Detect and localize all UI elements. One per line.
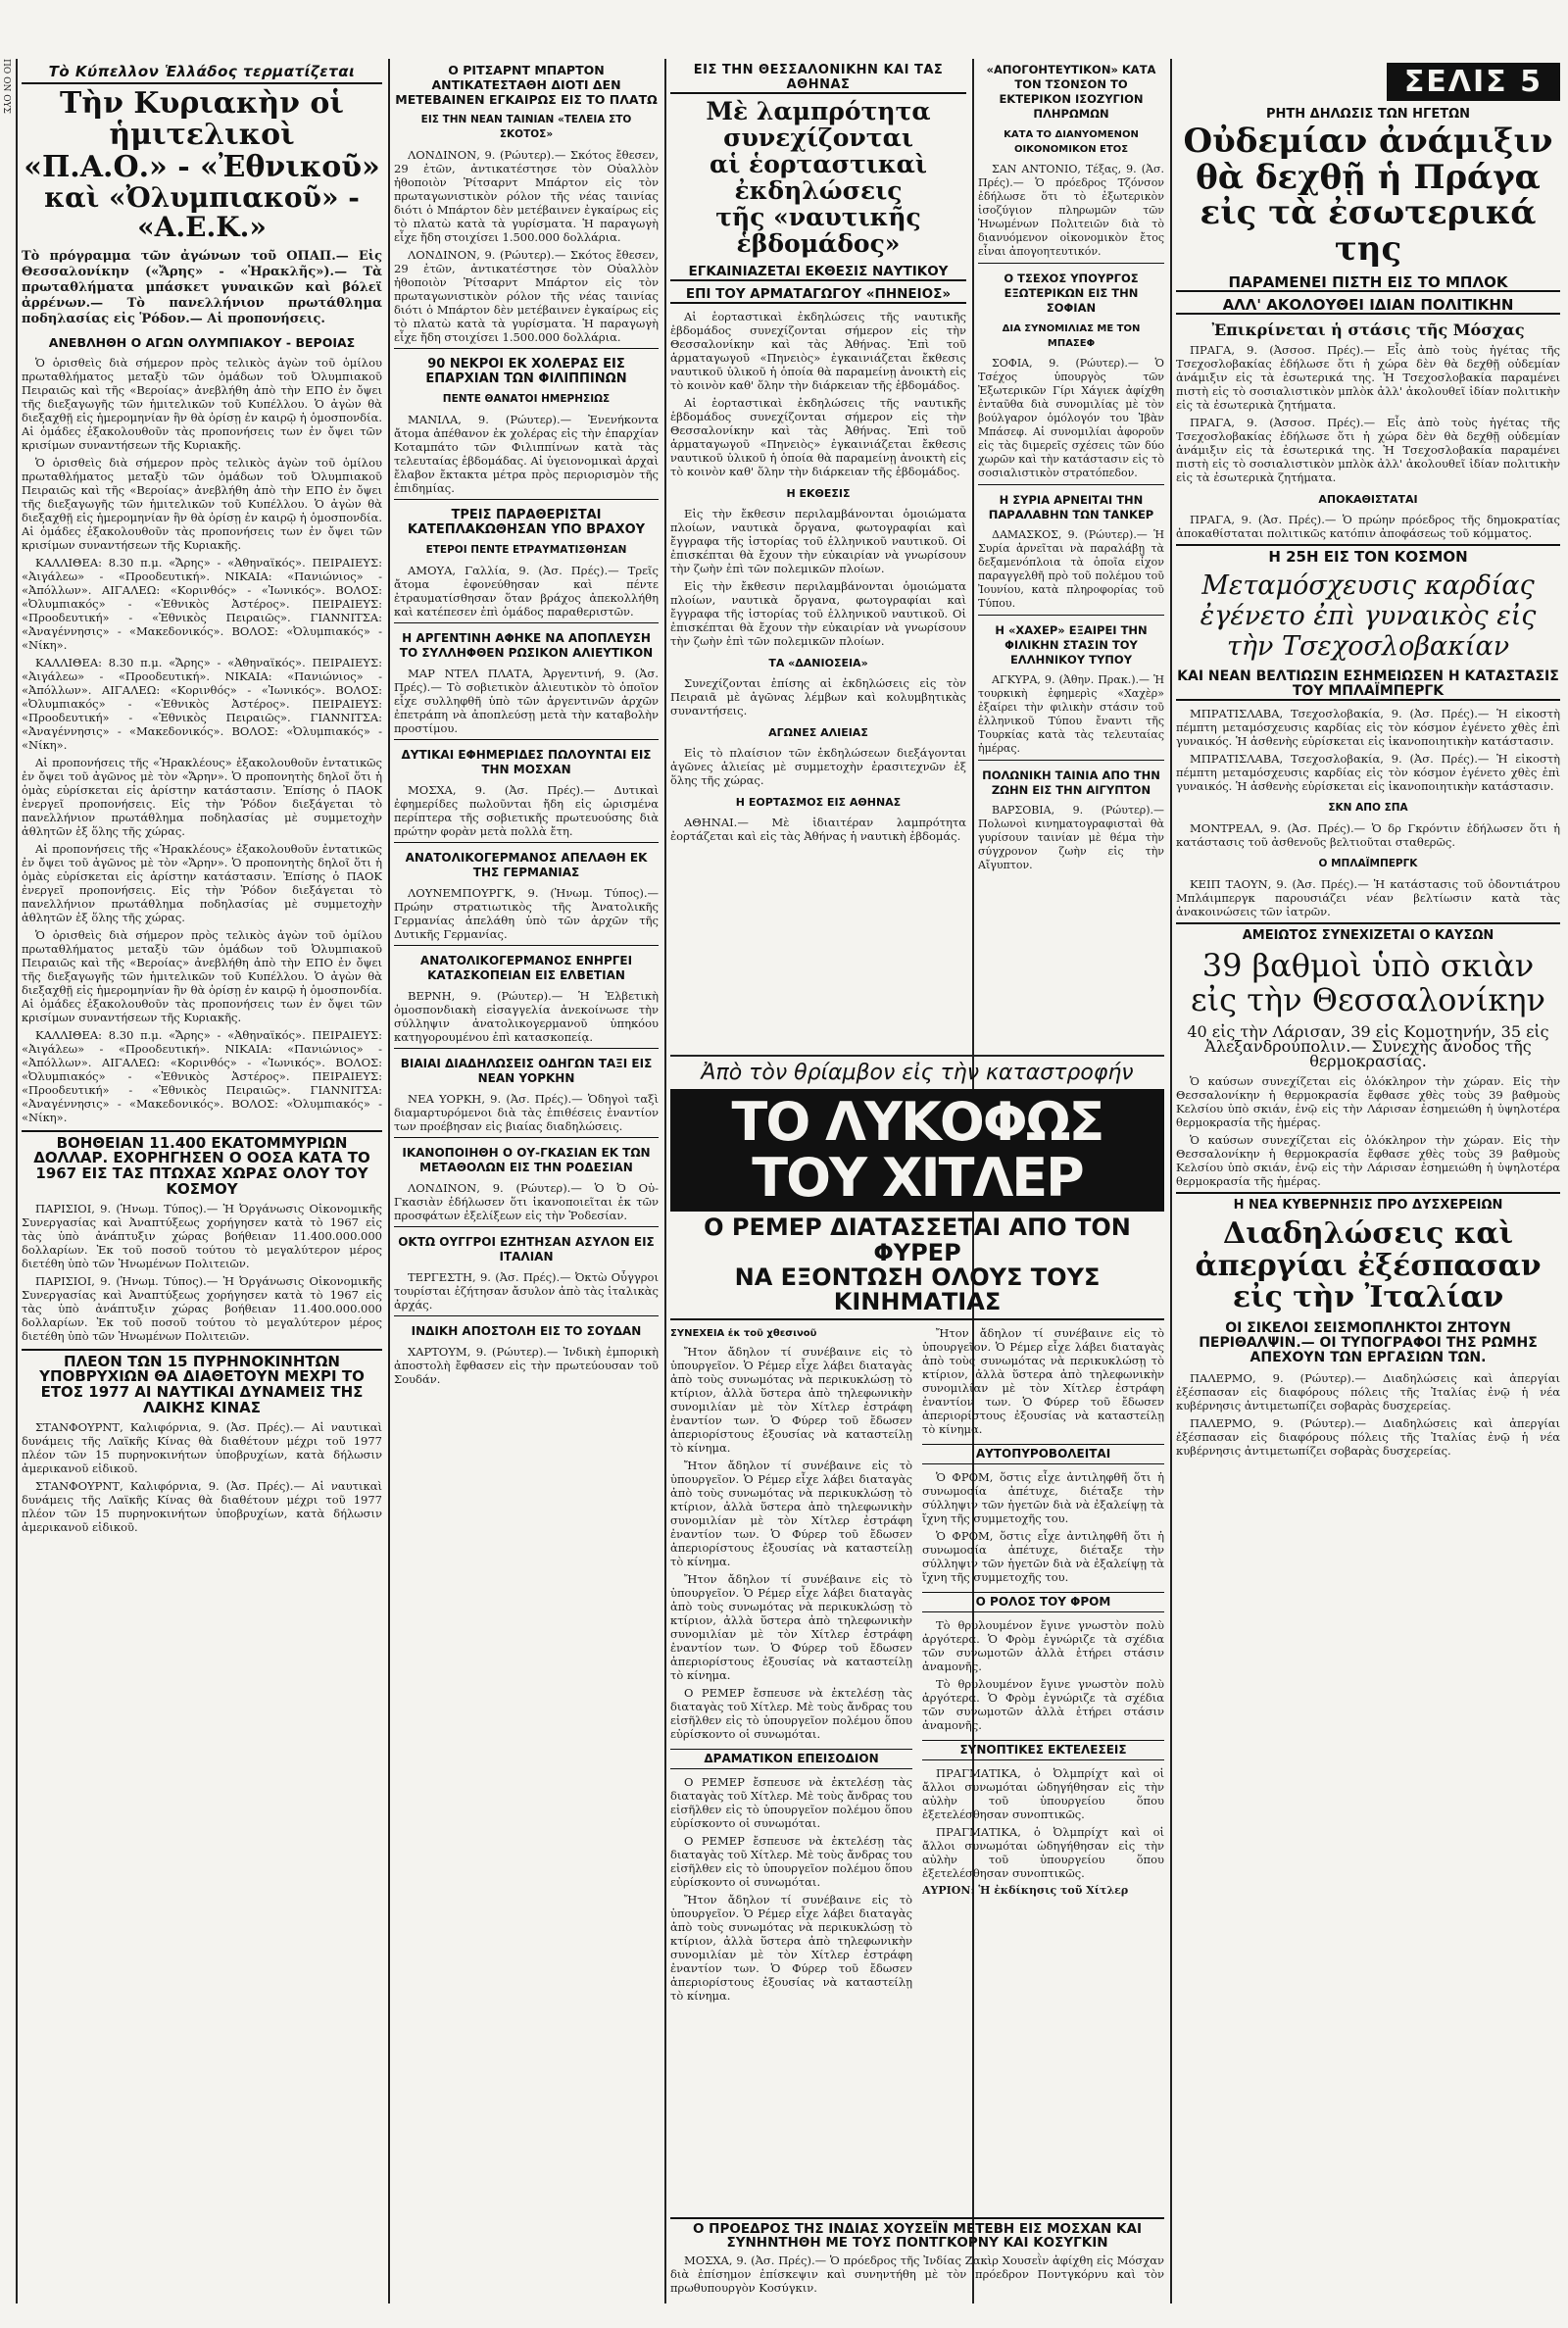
feature-column-left	[670, 1326, 912, 2006]
paragraph: ΚΑΛΛΙΘΕΑ: 8.30 π.μ. «Ἄρης» - «Ἀθηναϊκός». ΠΕΙΡΑΙΕΥΣ: «Ἀιγάλεω» - «Προοδευτική». ΝΙΚΑΙΑ: «Πανιώνιος» - «Ἀπόλλων». ΑΙΓΑΛΕΩ: «Κορινθός» - «Ἰωνικός». ΒΟΛΟΣ: «Ὀλυμπιακός» - «Ἐθνικὸς Ἀστέρος». ΠΕΙΡΑΙΕΥΣ: «Προοδευτική» - «Ἐθνικὸς Πειραιῶς». ΓΙΑΝΝΙΤΣΑ: «Ἀναγέννησις» - «Μακεδονικός». ΒΟΛΟΣ: «Ὀλυμπιακός» - «Νίκη».	[22, 555, 382, 652]
hitler-feature	[670, 1055, 1164, 2211]
rock-body	[394, 564, 659, 619]
italy-headline: Διαδηλώσεις καὶ ἀπεργίαι ἐξέσπασαν εἰς τὴν Ἰταλίαν	[1195, 1216, 1542, 1314]
paragraph: Αἱ προπονήσεις τῆς «Ἡρακλέους» ἐξακολουθοῦν ἐντατικῶς ἐν ὄψει τοῦ ἀγῶνος μὲ τὸν «Ἄρην». Ὁ προπονητὴς δηλοῖ ὅτι ἡ ὁμὰς εὑρίσκεται εἰς ἀρίστην κατάστασιν. Ἐπίσης ὁ ΠΑΟΚ ἐνεργεῖ προπονήσεις. Εἰς τὴν Ῥόδον διεξάγεται τὸ πανελλήνιον πρωτάθλημα ποδηλασίας μὲ συμμετοχὴν ἀθλητῶν ἐξ ὅλης τῆς χώρας.	[22, 755, 382, 838]
paragraph: Ἤτον ἄδηλον τί συνέβαινε εἰς τὸ ὑπουργεῖον. Ὁ Ρέμερ εἶχε λάβει διαταγὰς ἀπὸ τοὺς συνωμότας νὰ περικυκλώσῃ τὸ κτίριον, ἀλλὰ ὕστερα ἀπὸ τηλεφωνικὴν συνομιλίαν μὲ τὸν Χίτλερ ἐστράφη ἐναντίον των. Ὁ Φύρερ τοῦ ἔδωσεν ἀπεριορίστους ἐξουσίας νὰ καταστείλῃ τὸ κίνημα.	[670, 1345, 912, 1456]
rhodesia-headline: ΙΚΑΝΟΠΟΙΗΘΗ Ο ΟΥ-ΓΚΑΣΙΑΝ ΕΚ ΤΩΝ ΜΕΤΑΘΟΛΩΝ ΕΙΣ ΤΗΝ ΡΟΔΕΣΙΑΝ	[402, 1146, 651, 1174]
czech-minister-subhead: ΔΙΑ ΣΥΝΟΜΙΛΙΑΣ ΜΕ ΤΟΝ ΜΠΑΣΕΦ	[1002, 323, 1141, 349]
feature-subhead-suicide: ΑΥΤΟΠΥΡΟΒΟΛΕΙΤΑΙ	[922, 1444, 1164, 1464]
expelled-body	[394, 886, 659, 941]
feature-subhead-1: Ο ΡΕΜΕΡ ΔΙΑΤΑΣΣΕΤΑΙ ΑΠΟ ΤΟΝ ΦΥΡΕΡ	[704, 1214, 1131, 1266]
feature-body-3	[922, 1470, 1164, 1584]
paragraph: ΝΕΑ ΥΟΡΚΗ, 9. (Ἀσ. Πρές).— Ὁδηγοὶ ταξὶ διαμαρτυρόμενοι διὰ τὰς ἐπιθέσεις ἐναντίον των προέβησαν εἰς βιαίας διαδηλώσεις.	[394, 1092, 659, 1133]
paragraph: ΛΟΝΔΙΝΟΝ, 9. (Ρώυτερ).— Σκότος ἔθεσεν, 29 ἐτῶν, ἀντικατέστησε τὸν Οὐαλλὸν ἠθοποιὸν Ῥίτσαρντ Μπάρτον εἰς τὸν πρωταγωνιστικὸν ρόλον τῆς νέας ταινίας διότι ὁ Μπάρτον δὲν μετέβαινεν ἐγκαίρως εἰς τὸ πλατὼ κατὰ τὰ γυρίσματα. Ἡ παραγωγὴ εἶχε ἤδη στοιχίσει 1.500.000 δολλάρια.	[394, 148, 659, 244]
paragraph: ΤΕΡΓΕΣΤΗ, 9. (Ἀσ. Πρές).— Ὀκτὼ Οὖγγροι τουρίσται ἐζήτησαν ἄσυλον ἀπὸ τὰς ἰταλικὰς ἀρχάς.	[394, 1270, 659, 1312]
page-number-badge: ΣΕΛΙΣ 5	[1387, 63, 1560, 101]
paragraph: Ὁ ὁρισθεὶς διὰ σήμερον πρὸς τελικὸς ἀγὼν τοῦ ὁμίλου πρωταθλήματος μεταξὺ τῶν ὁμάδων τοῦ Ὀλυμπιακοῦ Πειραιῶς καὶ τῆς «Βεροίας» ἀνεβλήθη ἀπὸ τὴν ΕΠΟ ἐν ὄψει τῆς διεξαγωγῆς τῶν ἡμιτελικῶν τοῦ Κυπέλλου. Ὁ ἀγὼν θὰ διεξαχθῇ εἰς ἡμερομηνίαν ἣν θὰ ὁρίσῃ ἐν καιρῷ ἡ ὁμοσπονδία. Αἱ ὁμάδες ἐξακολουθοῦν τὰς προπονήσεις των ἐν ὄψει τῶν κρισίμων συναντήσεων τῆς Κυριακῆς.	[22, 927, 382, 1024]
column-rule	[16, 59, 18, 2303]
paragraph: Ο ΡΕΜΕΡ ἔσπευσε νὰ ἐκτελέσῃ τὰς διαταγὰς τοῦ Χίτλερ. Μὲ τοὺς ἄνδρας του εἰσῆλθεν εἰς τὸ ὑπουργεῖον πολέμου ὅπου εὑρίσκοντο οἱ συνωμόται.	[670, 1775, 912, 1831]
cholera-body	[394, 413, 659, 495]
rock-subhead: ΕΤΕΡΟΙ ΠΕΝΤΕ ΕΤΡΑΥΜΑΤΙΣΘΗΣΑΝ	[425, 544, 627, 556]
paragraph: Ὁ ΦΡΟΜ, ὅστις εἶχε ἀντιληφθῆ ὅτι ἡ συνωμοσία ἀπέτυχε, διέταξε τὴν σύλληψιν τῶν ἡγετῶν διὰ νὰ ἐξαλείψῃ τὰ ἴχνη τῆς συμμετοχῆς του.	[922, 1529, 1164, 1585]
burton-headline: Ο ΡΙΤΣΑΡΝΤ ΜΠΑΡΤΟΝ ΑΝΤΙΚΑΤΕΣΤΑΘΗ ΔΙΟΤΙ ΔΕΝ ΜΕΤΕΒΑΙΝΕΝ ΕΓΚΑΙΡΩΣ ΕΙΣ ΤΟ ΠΛΑΤΩ	[395, 63, 658, 107]
rhodesia-body	[394, 1181, 659, 1222]
sports-headline-2: «Π.Α.Ο.» - «Ἐθνικοῦ»	[24, 149, 380, 184]
rehab-subhead: ΑΠΟΚΑΘΙΣΤΑΤΑΙ	[1318, 492, 1418, 506]
paragraph: ΜΑΡ ΝΤΕΛ ΠΛΑΤΑ, Ἀργεντινή, 9. (Ἀσ. Πρές).— Τὸ σοβιετικὸν ἁλιευτικὸν τὸ ὁποῖον εἶχε συλληφθῆ ὑπὸ τῶν ἀργεντινῶν ἀρχῶν ἐπετράπη νὰ ἀποπλεύσῃ μετὰ τὴν καταβολὴν προστίμου.	[394, 667, 659, 735]
feature-subhead-fromm: Ο ΡΟΛΟΣ ΤΟΥ ΦΡΟΜ	[922, 1592, 1164, 1612]
naval-headline-3: τῆς «ναυτικῆς ἑβδομάδος»	[715, 203, 921, 258]
heart-kicker: Η 25Η ΕΙΣ ΤΟΝ ΚΟΣΜΟΝ	[1268, 547, 1468, 566]
paragraph: ΠΑΡΙΣΙΟΙ, 9. (Ἡνωμ. Τύπος).— Ἡ Ὀργάνωσις Οἰκονομικῆς Συνεργασίας καὶ Ἀναπτύξεως χορήγησεν κατὰ τὸ 1967 εἰς τὰς ὑπὸ ἀνάπτυξιν χώρας βοήθειαν 11.400.000.000 δολλαρίων. Ἐκ τοῦ ποσοῦ τούτου τὸ μεγαλύτερον μέρος διετέθη ὑπὸ τῶν Ἡνωμένων Πολιτειῶν.	[22, 1273, 382, 1343]
spy-headline: ΑΝΑΤΟΛΙΚΟΓΕΡΜΑΝΟΣ ΕΝΗΡΓΕΙ ΚΑΤΑΣΚΟΠΕΙΑΝ ΕΙΣ ΕΛΒΕΤΙΑΝ	[419, 954, 633, 982]
prague-kicker: ΡΗΤΗ ΔΗΛΩΣΙΣ ΤΩΝ ΗΓΕΤΩΝ	[1265, 107, 1471, 122]
paragraph: Ὁ ὁρισθεὶς διὰ σήμερον πρὸς τελικὸς ἀγὼν τοῦ ὁμίλου πρωταθλήματος μεταξὺ τῶν ὁμάδων τοῦ Ὀλυμπιακοῦ Πειραιῶς καὶ τῆς «Βεροίας» ἀνεβλήθη ἀπὸ τὴν ΕΠΟ ἐν ὄψει τῆς διεξαγωγῆς τῶν ἡμιτελικῶν τοῦ Κυπέλλου. Ὁ ἀγὼν θὰ διεξαχθῇ εἰς ἡμερομηνίαν ἣν θὰ ὁρίσῃ ἐν καιρῷ ἡ ὁμοσπονδία. Αἱ ὁμάδες ἐξακολουθοῦν τὰς προπονήσεις των ἐν ὄψει τῶν κρισίμων συναντήσεων τῆς Κυριακῆς.	[22, 355, 382, 452]
paragraph: Συνεχίζονται ἐπίσης αἱ ἐκδηλώσεις εἰς τὸν Πειραιᾶ μὲ ἀγῶνας λέμβων καὶ κολυμβητικὰς συναντήσεις.	[670, 676, 966, 718]
paragraph: ΜΟΝΤΡΕΑΛ, 9. (Ἀσ. Πρές).— Ὁ δρ Γκρόντιν ἐδήλωσεν ὅτι ἡ κατάστασις τοῦ ἀσθενοῦς βελτιοῦται σταθερῶς.	[1176, 821, 1560, 850]
paragraph: ΑΘΗΝΑΙ.— Μὲ ἰδιαιτέραν λαμπρότητα ἐορτάζεται καὶ εἰς τὰς Ἀθήνας ἡ ναυτικὴ ἑβδομάς.	[670, 816, 966, 843]
balance-body	[978, 163, 1164, 259]
czech-minister-body	[978, 357, 1164, 480]
paragraph: Ο ΡΕΜΕΡ ἔσπευσε νὰ ἐκτελέσῃ τὰς διαταγὰς τοῦ Χίτλερ. Μὲ τοὺς ἄνδρας του εἰσῆλθεν εἰς τὸ ὑπουργεῖον πολέμου ὅπου εὑρίσκοντο οἱ συνωμόται.	[670, 1686, 912, 1742]
paragraph: Ὁ καύσων συνεχίζεται εἰς ὁλόκληρον τὴν χώραν. Εἰς τὴν Θεσσαλονίκην ἡ θερμοκρασία ἔφθασε χθὲς τοὺς 39 βαθμοὺς Κελσίου ὑπὸ σκιάν, ἐνῷ εἰς τὴν Λάρισαν ἐσημειώθη ἡ ὑψηλοτέρα θερμοκρασία τῆς ἡμέρας.	[1176, 1133, 1560, 1189]
naval-subhead-5: Η ΕΟΡΤΑΣΜΟΣ ΕΙΣ ΑΘΗΝΑΣ	[735, 796, 902, 809]
column-naval	[670, 63, 966, 1043]
asylum-headline: ΟΚΤΩ ΟΥΓΓΡΟΙ ΕΖΗΤΗΣΑΝ ΑΣΥΛΟΝ ΕΙΣ ΙΤΑΛΙΑΝ	[398, 1235, 655, 1263]
prague-headline-1: Οὐδεμίαν ἀνάμιξιν	[1183, 122, 1553, 161]
rehab-body	[1176, 513, 1560, 540]
paragraph: Αἱ ἑορταστικαὶ ἐκδηλώσεις τῆς ναυτικῆς ἑβδομάδος συνεχίζονται σήμερον εἰς τὴν Θεσσαλονίκην καὶ τὰς Ἀθήνας. Ἐπὶ τοῦ ἁρματαγωγοῦ «Πηνειὸς» ἐγκαινιάζεται ἔκθεσις ναυτικοῦ ὑλικοῦ ἡ ὁποία θὰ παραμείνῃ ἀνοικτὴ εἰς τὸ κοινὸν καθ' ὅλην τὴν διάρκειαν τῆς ἑβδομάδος.	[670, 310, 966, 392]
sports-lede: Τὸ πρόγραμμα τῶν ἀγώνων τοῦ ΟΠΑΠ.— Εἰς Θεσσαλονίκην («Ἄρης» - «Ἡρακλῆς»).— Τὰ πρωταθλήματα μπάσκετ γυναικῶν καὶ βόλεϊ ἀρρένων.— Τὸ πανελλήνιον πρωτάθλημα ποδηλασίας εἰς Ῥόδον.— Αἱ προπονήσεις.	[22, 248, 382, 326]
paragraph: Εἰς τὸ πλαίσιον τῶν ἐκδηλώσεων διεξάγονται ἀγῶνες ἁλιείας μὲ συμμετοχὴν ἐρασιτεχνῶν ἐξ ὅλης τῆς χώρας.	[670, 746, 966, 787]
naval-kicker: ΕΙΣ ΤΗΝ ΘΕΣΣΑΛΟΝΙΚΗΝ ΚΑΙ ΤΑΣ ΑΘΗΝΑΣ	[670, 63, 966, 94]
prague-body	[1176, 343, 1560, 484]
paragraph: ΔΑΜΑΣΚΟΣ, 9. (Ρώυτερ).— Ἡ Συρία ἀρνεῖται νὰ παραλάβῃ τὰ δεξαμενόπλοια τὰ ὁποῖα εἶχον παραγγελθῆ πρὸ τοῦ πολέμου τοῦ Ἰουνίου, κατὰ πληροφορίας τοῦ Τύπου.	[978, 528, 1164, 610]
paragraph: Ἤτον ἄδηλον τί συνέβαινε εἰς τὸ ὑπουργεῖον. Ὁ Ρέμερ εἶχε λάβει διαταγὰς ἀπὸ τοὺς συνωμότας νὰ περικυκλώσῃ τὸ κτίριον, ἀλλὰ ὕστερα ἀπὸ τηλεφωνικὴν συνομιλίαν μὲ τὸν Χίτλερ ἐστράφη ἐναντίον των. Ὁ Φύρερ τοῦ ἔδωσεν ἀπεριορίστους ἐξουσίας νὰ καταστείλῃ τὸ κίνημα.	[670, 1459, 912, 1569]
naval-body-1	[670, 310, 966, 478]
paragraph: ΛΟΝΔΙΝΟΝ, 9. (Ρώυτερ).— Ὁ Ὀ Οὐ-Γκασιὰν ἐδήλωσεν ὅτι ἱκανοποιεῖται ἐκ τῶν προσφάτων ἐξελίξεων εἰς τὴν Ῥοδεσίαν.	[394, 1181, 659, 1222]
paragraph: Αἱ προπονήσεις τῆς «Ἡρακλέους» ἐξακολουθοῦν ἐντατικῶς ἐν ὄψει τοῦ ἀγῶνος μὲ τὸν «Ἄρην». Ὁ προπονητὴς δηλοῖ ὅτι ἡ ὁμὰς εὑρίσκεται εἰς ἀρίστην κατάστασιν. Ἐπίσης ὁ ΠΑΟΚ ἐνεργεῖ προπονήσεις. Εἰς τὴν Ῥόδον διεξάγεται τὸ πανελλήνιον πρωτάθλημα ποδηλασίας μὲ συμμετοχὴν ἀθλητῶν ἐξ ὅλης τῆς χώρας.	[22, 841, 382, 924]
paragraph: ΣΤΑΝΦΟΥΡΝΤ, Καλιφόρνια, 9. (Ἀσ. Πρές).— Αἱ ναυτικαὶ δυνάμεις τῆς Λαϊκῆς Κίνας θὰ διαθέτουν μέχρι τοῦ 1977 πλέον τῶν 15 πυρηνοκινήτων ὑποβρυχίων, κατὰ δήλωσιν ἀμερικανοῦ εἰδικοῦ.	[22, 1478, 382, 1534]
blaiberg-body	[1176, 877, 1560, 918]
balance-headline: «ΑΠΟΓΟΗΤΕΥΤΙΚΟΝ» ΚΑΤΑ ΤΟΝ ΤΣΟΝΣΟΝ ΤΟ ΕΚΤΕΡΙΚΟΝ ΙΣΟΖΥΓΙΟΝ ΠΛΗΡΩΜΩΝ	[986, 63, 1156, 121]
naval-body-3	[670, 676, 966, 718]
paragraph: ΠΡΑΓΑ, 9. (Ἀσ. Πρές).— Ὁ πρώην πρόεδρος τῆς δημοκρατίας ἀποκαθίσταται πολιτικῶς κατόπιν ἀποφάσεως τοῦ κόμματος.	[1176, 512, 1560, 540]
naval-body-2	[670, 507, 966, 648]
paragraph: Αἱ ἑορταστικαὶ ἐκδηλώσεις τῆς ναυτικῆς ἑβδομάδος συνεχίζονται σήμερον εἰς τὴν Θεσσαλονίκην καὶ τὰς Ἀθήνας. Ἐπὶ τοῦ ἁρματαγωγοῦ «Πηνειὸς» ἐγκαινιάζεται ἔκθεσις ναυτικοῦ ὑλικοῦ ἡ ὁποία θὰ παραμείνῃ ἀνοικτὴ εἰς τὸ κοινὸν καθ' ὅλην τὴν διάρκειαν τῆς ἑβδομάδος.	[670, 396, 966, 478]
feature-column-right	[922, 1326, 1164, 2006]
paragraph: ΛΟΝΔΙΝΟΝ, 9. (Ρώυτερ).— Σκότος ἔθεσεν, 29 ἐτῶν, ἀντικατέστησε τὸν Οὐαλλὸν ἠθοποιὸν Ῥίτσαρντ Μπάρτον εἰς τὸν πρωταγωνιστικὸν ρόλον τῆς νέας ταινίας διότι ὁ Μπάρτον δὲν μετέβαινεν ἐγκαίρως εἰς τὸ πλατὼ κατὰ τὰ γυρίσματα. Ἡ παραγωγὴ εἶχε ἤδη στοιχίσει 1.500.000 δολλάρια.	[394, 248, 659, 344]
paragraph: ΠΡΑΓΑ, 9. (Ἀσσοσ. Πρές).— Εἷς ἀπὸ τοὺς ἡγέτας τῆς Τσεχοσλοβακίας ἐδήλωσε ὅτι ἡ χώρα δὲν θὰ δεχθῇ οὐδεμίαν ἀνάμιξιν εἰς τὰ ἐσωτερικά της. Ἡ Τσεχοσλοβακία παραμένει πιστὴ εἰς τὸ σοσιαλιστικὸν μπλὸκ ἀλλ' ἀκολουθεῖ ἰδίαν πολιτικὴν εἰς τὰ ἐσωτερικὰ ζητήματα.	[1176, 415, 1560, 484]
sports-body-2	[22, 556, 382, 752]
feature-body-6	[922, 1766, 1164, 1880]
naval-subhead-4: ΑΓΩΝΕΣ ΑΛΙΕΙΑΣ	[768, 726, 868, 739]
naval-headline-2: αἱ ἑορταστικαὶ ἐκδηλώσεις	[709, 150, 928, 205]
heatwave-subhead: 40 εἰς τὴν Λάρισαν, 39 εἰς Κομοτηνήν, 35 εἰς Ἀλεξανδρούπολιν.— Συνεχὴς ἄνοδος τῆς θερμοκρασίας.	[1187, 1022, 1549, 1071]
montreal-subhead: ΣΚΝ ΑΠΟ ΣΠΑ	[1328, 802, 1408, 815]
edge-text: ΠΟ ΟΝ ΟΥΣ	[1, 59, 11, 114]
column-rule	[1170, 59, 1172, 2303]
polish-film-body	[978, 804, 1164, 872]
paragraph: Τὸ θρυλουμένον ἔγινε γνωστὸν πολὺ ἀργότερα. Ὁ Φρὸμ ἐγνώριζε τὰ σχέδια τῶν συνωμοτῶν ἀλλὰ ἐτήρει στάσιν ἀναμονῆς.	[922, 1618, 1164, 1674]
india-story	[670, 2217, 1164, 2311]
paragraph: Ὁ καύσων συνεχίζεται εἰς ὁλόκληρον τὴν χώραν. Εἰς τὴν Θεσσαλονίκην ἡ θερμοκρασία ἔφθασε χθὲς τοὺς 39 βαθμοὺς Κελσίου ὑπὸ σκιάν, ἐνῷ εἰς τὴν Λάρισαν ἐσημειώθη ἡ ὑψηλοτέρα θερμοκρασία τῆς ἡμέρας.	[1176, 1074, 1560, 1130]
column-briefs	[394, 63, 659, 2307]
italy-subhead: ΟΙ ΣΙΚΕΛΟΙ ΣΕΙΣΜΟΠΛΗΚΤΟΙ ΖΗΤΟΥΝ ΠΕΡΙΘΑΛΨΙΝ.— ΟΙ ΤΥΠΟΓΡΑΦΟΙ ΤΗΣ ΡΩΜΗΣ ΑΠΕΧΟΥΝ ΤΩΝ ΕΡΓΑΣΙΩΝ ΤΩΝ.	[1199, 1320, 1538, 1366]
prague-headline-3: εἰς τὰ ἐσωτερικά της	[1200, 193, 1537, 270]
continued-label: ΣΥΝΕΧΕΙΑ ἐκ τοῦ χθεσινοῦ	[670, 1328, 817, 1340]
edge-column	[0, 59, 14, 2303]
sports-headline-1: Τὴν Κυριακὴν οἱ ἡμιτελικοὶ	[60, 86, 344, 153]
italy-body	[1176, 1371, 1560, 1458]
india-body	[670, 2254, 1164, 2295]
sports-subhead-1: ΑΝΕΒΛΗΘΗ Ο ΑΓΩΝ ΟΛΥΜΠΙΑΚΟΥ - ΒΕΡΟΙΑΣ	[48, 334, 356, 350]
paragraph: ΠΡΑΓΜΑΤΙΚΑ, ὁ Ὀλμπρίχτ καὶ οἱ ἄλλοι συνωμόται ὡδηγήθησαν εἰς τὴν αὐλὴν τοῦ ὑπουργείου ὅπου ἐξετελέσθησαν συνοπτικῶς.	[922, 1825, 1164, 1881]
feature-body-4	[670, 1775, 912, 2003]
rock-headline: ΤΡΕΙΣ ΠΑΡΑΘΕΡΙΣΤΑΙ ΚΑΤΕΠΛΑΚΩΘΗΣΑΝ ΥΠΟ ΒΡΑΧΟΥ	[407, 508, 646, 537]
paragraph: ΜΠΡΑΤΙΣΛΑΒΑ, Τσεχοσλοβακία, 9. (Ἀσ. Πρές).— Ἡ εἰκοστὴ πέμπτη μεταμόσχευσις καρδίας εἰς τὸν κόσμον ἐγένετο χθὲς ἐπὶ γυναικός. Ἡ ἀσθενὴς εὑρίσκεται εἰς ἱκανοποιητικὴν κατάστασιν.	[1176, 707, 1560, 749]
heatwave-body	[1176, 1074, 1560, 1188]
paragraph: ΣΑΝ ΑΝΤΟΝΙΟ, Τέξας, 9. (Ἀσ. Πρές).— Ὁ πρόεδρος Τζόνσον ἐδήλωσε ὅτι τὸ ἐξωτερικὸν ἰσοζύγιον πληρωμῶν τῶν Ἡνωμένων Πολιτειῶν διὰ τὸ διανυόμενον οἰκονομικὸν ἔτος εἶναι ἀπογοητευτικόν.	[978, 163, 1164, 258]
paragraph: ΠΑΛΕΡΜΟ, 9. (Ρώυτερ).— Διαδηλώσεις καὶ ἀπεργίαι ἐξέσπασαν εἰς διαφόρους πόλεις τῆς Ἰταλίας ἐνῷ ἡ νέα κυβέρνησις ἀντιμετωπίζει σοβαρὰς δυσχερείας.	[1176, 1371, 1560, 1413]
prague-subhead-1b: ΑΛΛ' ΑΚΟΛΟΥΘΕΙ ΙΔΙΑΝ ΠΟΛΙΤΙΚΗΝ	[1176, 298, 1560, 315]
heatwave-headline: 39 βαθμοὶ ὑπὸ σκιὰν εἰς τὴν Θεσσαλονίκην	[1191, 947, 1545, 1018]
italy-kicker: Η ΝΕΑ ΚΥΒΕΡΝΗΣΙΣ ΠΡΟ ΔΥΣΧΕΡΕΙΩΝ	[1233, 1198, 1503, 1214]
argentina-body	[394, 667, 659, 735]
feature-subhead-dramatic: ΔΡΑΜΑΤΙΚΟΝ ΕΠΕΙΣΟΔΙΟΝ	[670, 1749, 912, 1769]
paragraph: Ἤτον ἄδηλον τί συνέβαινε εἰς τὸ ὑπουργεῖον. Ὁ Ρέμερ εἶχε λάβει διαταγὰς ἀπὸ τοὺς συνωμότας νὰ περικυκλώσῃ τὸ κτίριον, ἀλλὰ ὕστερα ἀπὸ τηλεφωνικὴν συνομιλίαν μὲ τὸν Χίτλερ ἐστράφη ἐναντίον των. Ὁ Φύρερ τοῦ ἔδωσεν ἀπεριορίστους ἐξουσίας νὰ καταστείλῃ τὸ κίνημα.	[670, 1572, 912, 1683]
paragraph: ΣΤΑΝΦΟΥΡΝΤ, Καλιφόρνια, 9. (Ἀσ. Πρές).— Αἱ ναυτικαὶ δυνάμεις τῆς Λαϊκῆς Κίνας θὰ διαθέτουν μέχρι τοῦ 1977 πλέον τῶν 15 πυρηνοκινήτων ὑποβρυχίων, κατὰ δήλωσιν ἀμερικανοῦ εἰδικοῦ.	[22, 1419, 382, 1475]
feature-subhead-2: ΝΑ ΕΞΟΝΤΩΣΗ ΟΛΟΥΣ ΤΟΥΣ ΚΙΝΗΜΑΤΙΑΣ	[670, 1265, 1164, 1320]
czech-minister-headline: Ο ΤΣΕΧΟΣ ΥΠΟΥΡΓΟΣ ΕΞΩΤΕΡΙΚΩΝ ΕΙΣ ΤΗΝ ΣΟΦΙΑΝ	[1004, 272, 1139, 315]
taxi-body	[394, 1092, 659, 1133]
polish-film-headline: ΠΟΛΩΝΙΚΗ ΤΑΙΝΙΑ ΑΠΟ ΤΗΝ ΖΩΗΝ ΕΙΣ ΤΗΝ ΑΙΓΥΠΤΟΝ	[982, 768, 1160, 797]
syria-headline: Η ΣΥΡΙΑ ΑΡΝΕΙΤΑΙ ΤΗΝ ΠΑΡΑΛΑΒΗΝ ΤΩΝ ΤΑΝΚΕΡ	[988, 493, 1154, 521]
balance-subhead: ΚΑΤΑ ΤΟ ΔΙΑΝΥΟΜΕΝΟΝ ΟΙΚΟΝΟΜΙΚΟΝ ΕΤΟΣ	[1004, 129, 1139, 155]
column-rule	[388, 59, 390, 2303]
expelled-headline: ΑΝΑΤΟΛΙΚΟΓΕΡΜΑΝΟΣ ΑΠΕΛΑΘΗ ΕΚ ΤΗΣ ΓΕΡΜΑΝΙΑΣ	[405, 851, 648, 879]
sports-body-1	[22, 356, 382, 552]
feature-body-2	[922, 1326, 1164, 1436]
paragraph: Ἤτον ἄδηλον τί συνέβαινε εἰς τὸ ὑπουργεῖον. Ὁ Ρέμερ εἶχε λάβει διαταγὰς ἀπὸ τοὺς συνωμότας νὰ περικυκλώσῃ τὸ κτίριον, ἀλλὰ ὕστερα ἀπὸ τηλεφωνικὴν συνομιλίαν μὲ τὸν Χίτλερ ἐστράφη ἐναντίον των. Ὁ Φύρερ τοῦ ἔδωσεν ἀπεριορίστους ἐξουσίας νὰ καταστείλῃ τὸ κίνημα.	[670, 1893, 912, 2004]
paragraph: ΑΜΟΥΑ, Γαλλία, 9. (Ἀσ. Πρές).— Τρεῖς ἄτομα ἐφονεύθησαν καὶ πέντε ἐτραυματίσθησαν ὅταν βράχος ἀπεκολλήθη καὶ κατέπεσεν ἐπὶ ὁμάδος παραθεριστῶν.	[394, 564, 659, 619]
hacher-headline: Η «ΧΑΧΕΡ» ΕΞΑΙΡΕΙ ΤΗΝ ΦΙΛΙΚΗΝ ΣΤΑΣΙΝ ΤΟΥ ΕΛΛΗΝΙΚΟΥ ΤΥΠΟΥ	[995, 623, 1148, 667]
paragraph: ΑΓΚΥΡΑ, 9. (Ἀθην. Πρακ.).— Ἡ τουρκικὴ ἐφημερὶς «Χαχὲρ» ἐξαίρει τὴν φιλικὴν στάσιν τοῦ ἑλληνικοῦ Τύπου ἔναντι τῆς Τουρκίας κατὰ τὰς τελευταίας ἡμέρας.	[978, 673, 1164, 755]
sports-headline-3: καὶ «Ὀλυμπιακοῦ» - «Α.Ε.Κ.»	[44, 181, 360, 244]
paragraph: ΠΡΑΓΑ, 9. (Ἀσσοσ. Πρές).— Εἷς ἀπὸ τοὺς ἡγέτας τῆς Τσεχοσλοβακίας ἐδήλωσε ὅτι ἡ χώρα δὲν θὰ δεχθῇ οὐδεμίαν ἀνάμιξιν εἰς τὰ ἐσωτερικά της. Ἡ Τσεχοσλοβακία παραμένει πιστὴ εἰς τὸ σοσιαλιστικὸν μπλὸκ ἀλλ' ἀκολουθεῖ ἰδίαν πολιτικὴν εἰς τὰ ἐσωτερικὰ ζητήματα.	[1176, 342, 1560, 412]
syria-body	[978, 528, 1164, 611]
column-rule	[664, 59, 666, 2303]
column-world-briefs	[978, 63, 1164, 1043]
taxi-headline: ΒΙΑΙΑΙ ΔΙΑΔΗΛΩΣΕΙΣ ΟΔΗΓΩΝ ΤΑΞΙ ΕΙΣ ΝΕΑΝ ΥΟΡΚΗΝ	[400, 1057, 653, 1085]
submarine-headline: ΠΛΕΟΝ ΤΩΝ 15 ΠΥΡΗΝΟΚΙΝΗΤΩΝ ΥΠΟΒΡΥΧΙΩΝ ΘΑ ΔΙΑΘΕΤΟΥΝ ΜΕΧΡΙ ΤΟ ΕΤΟΣ 1977 ΑΙ ΝΑΥΤΙΚΑΙ ΔΥΝΑΜΕΙΣ ΤΗΣ ΛΑΙΚΗΣ ΚΙΝΑΣ	[39, 1352, 365, 1416]
paragraph: Ὁ ΦΡΟΜ, ὅστις εἶχε ἀντιληφθῆ ὅτι ἡ συνωμοσία ἀπέτυχε, διέταξε τὴν σύλληψιν τῶν ἡγετῶν διὰ νὰ ἐξαλείψῃ τὰ ἴχνη τῆς συμμετοχῆς του.	[922, 1470, 1164, 1526]
burton-subhead: ΕΙΣ ΤΗΝ ΝΕΑΝ ΤΑΙΝΙΑΝ «ΤΕΛΕΙΑ ΣΤΟ ΣΚΟΤΟΣ»	[420, 114, 632, 140]
paragraph: Ἤτον ἄδηλον τί συνέβαινε εἰς τὸ ὑπουργεῖον. Ὁ Ρέμερ εἶχε λάβει διαταγὰς ἀπὸ τοὺς συνωμότας νὰ περικυκλώσῃ τὸ κτίριον, ἀλλὰ ὕστερα ἀπὸ τηλεφωνικὴν συνομιλίαν μὲ τὸν Χίτλερ ἐστράφη ἐναντίον των. Ὁ Φύρερ τοῦ ἔδωσεν ἀπεριορίστους ἐξουσίας νὰ καταστείλῃ τὸ κίνημα.	[922, 1326, 1164, 1437]
feature-footer: ΑΥΡΙΟΝ: Ἡ ἐκδίκησις τοῦ Χίτλερ	[922, 1884, 1129, 1898]
column-international	[1176, 63, 1560, 2307]
sudan-headline: ΙΝΔΙΚΗ ΑΠΟΣΤΟΛΗ ΕΙΣ ΤΟ ΣΟΥΔΑΝ	[411, 1324, 642, 1338]
paragraph: ΚΕΙΠ ΤΑΟΥΝ, 9. (Ἀσ. Πρές).— Ἡ κατάστασις τοῦ ὀδοντιάτρου Μπλάιμπεργκ παρουσιάζει νέαν βελτίωσιν κατὰ τὰς ἀνακοινώσεις τῶν ἰατρῶν.	[1176, 877, 1560, 919]
papers-headline: ΔΥΤΙΚΑΙ ΕΦΗΜΕΡΙΔΕΣ ΠΩΛΟΥΝΤΑΙ ΕΙΣ ΤΗΝ ΜΟΣΧΑΝ	[401, 748, 652, 776]
paragraph: ΠΡΑΓΜΑΤΙΚΑ, ὁ Ὀλμπρίχτ καὶ οἱ ἄλλοι συνωμόται ὡδηγήθησαν εἰς τὴν αὐλὴν τοῦ ὑπουργείου ὅπου ἐξετελέσθησαν συνοπτικῶς.	[922, 1766, 1164, 1822]
paragraph: ΜΟΣΧΑ, 9. (Ἀσ. Πρές).— Ὁ πρόεδρος τῆς Ἰνδίας Ζακὶρ Χουσεῒν ἀφίχθη εἰς Μόσχαν διὰ ἐπίσημον ἐπίσκεψιν καὶ συνηντήθη μὲ τὸν πρόεδρον Ποντγκόρνυ καὶ τὸν πρωθυπουργὸν Κοσύγκιν.	[670, 2254, 1164, 2296]
spy-body	[394, 989, 659, 1044]
feature-body-1	[670, 1345, 912, 1741]
paragraph: ΜΑΝΙΛΑ, 9. (Ρώυτερ).— Ἐνενήκοντα ἄτομα ἀπέθανον ἐκ χολέρας εἰς τὴν ἐπαρχίαν Κοταμπάτο τῶν Φιλιππίνων κατὰ τὰς τελευταίας ἑβδομάδας. Αἱ ὑγειονομικαὶ ἀρχαὶ ἔλαβον ἔκτακτα μέτρα πρὸς περιορισμὸν τῆς ἐπιδημίας.	[394, 413, 659, 495]
paragraph: ΛΟΥΝΕΜΠΟΥΡΓΚ, 9. (Ἡνωμ. Τύπος).— Πρώην στρατιωτικὸς τῆς Ἀνατολικῆς Γερμανίας ἀπελάθη ὑπὸ τῶν ἀρχῶν τῆς Δυτικῆς Γερμανίας.	[394, 886, 659, 941]
aid-body	[22, 1202, 382, 1343]
paragraph: ΒΑΡΣΟΒΙΑ, 9. (Ρώυτερ).— Πολωνοὶ κινηματογραφισταὶ θὰ γυρίσουν ταινίαν μὲ θέμα τὴν σύγχρονον ζωὴν εἰς τὴν Αἴγυπτον.	[978, 804, 1164, 871]
column-sports	[22, 63, 382, 2307]
argentina-headline: Η ΑΡΓΕΝΤΙΝΗ ΑΦΗΚΕ ΝΑ ΑΠΟΠΛΕΥΣΗ ΤΟ ΣΥΛΛΗΦΘΕΝ ΡΩΣΙΚΟΝ ΑΛΙΕΥΤΙΚΟΝ	[399, 631, 654, 660]
blaiberg-subhead: Ο ΜΠΛΑΪΜΠΕΡΓΚ	[1318, 858, 1418, 870]
prague-headline-2: θὰ δεχθῇ ἡ Πράγα	[1196, 157, 1541, 197]
heart-body	[1176, 707, 1560, 793]
heart-headline: Μεταμόσχευσις καρδίας ἐγένετο ἐπὶ γυναικὸς εἰς τὴν Τσεχοσλοβακίαν	[1200, 570, 1537, 662]
cholera-subhead: ΠΕΝΤΕ ΘΑΝΑΤΟΙ ΗΜΕΡΗΣΙΩΣ	[442, 393, 611, 405]
paragraph: Εἰς τὴν ἔκθεσιν περιλαμβάνονται ὁμοιώματα πλοίων, ναυτικὰ ὄργανα, φωτογραφίαι καὶ ἔγγραφα τῆς ἱστορίας τοῦ ἑλληνικοῦ ναυτικοῦ. Οἱ ἐπισκέπται θὰ ἔχουν τὴν εὐκαιρίαν νὰ γνωρίσουν τὴν ζωὴν ἐπὶ τῶν πολεμικῶν πλοίων.	[670, 507, 966, 575]
cholera-headline: 90 ΝΕΚΡΟΙ ΕΚ ΧΟΛΕΡΑΣ ΕΙΣ ΕΠΑΡΧΙΑΝ ΤΩΝ ΦΙΛΙΠΠΙΝΩΝ	[425, 357, 627, 386]
paragraph: Ο ΡΕΜΕΡ ἔσπευσε νὰ ἐκτελέσῃ τὰς διαταγὰς τοῦ Χίτλερ. Μὲ τοὺς ἄνδρας του εἰσῆλθεν εἰς τὸ ὑπουργεῖον πολέμου ὅπου εὑρίσκοντο οἱ συνωμόται.	[670, 1834, 912, 1890]
naval-subhead-2: Η ΕΚΘΕΣΙΣ	[786, 487, 851, 500]
paragraph: Εἰς τὴν ἔκθεσιν περιλαμβάνονται ὁμοιώματα πλοίων, ναυτικὰ ὄργανα, φωτογραφίαι καὶ ἔγγραφα τῆς ἱστορίας τοῦ ἑλληνικοῦ ναυτικοῦ. Οἱ ἐπισκέπται θὰ ἔχουν τὴν εὐκαιρίαν νὰ γνωρίσουν τὴν ζωὴν ἐπὶ τῶν πολεμικῶν πλοίων.	[670, 579, 966, 648]
sports-body-3	[22, 756, 382, 1124]
paragraph: ΧΑΡΤΟΥΜ, 9. (Ρώυτερ).— Ἰνδικὴ ἐμπορικὴ ἀποστολὴ ἔφθασεν εἰς τὴν πρωτεύουσαν τοῦ Σουδάν.	[394, 1345, 659, 1386]
naval-headline-1: Μὲ λαμπρότητα συνεχίζονται	[706, 97, 931, 152]
aid-headline: ΒΟΗΘΕΙΑΝ 11.400 ΕΚΑΤΟΜΜΥΡΙΩΝ ΔΟΛΛΑΡ. ΕΧΟΡΗΓΗΣΕΝ Ο ΟΟΣΑ ΚΑΤΑ ΤΟ 1967 ΕΙΣ ΤΑΣ ΠΤΩΧΑΣ ΧΩΡΑΣ ΟΛΟΥ ΤΟΥ ΚΟΣΜΟΥ	[33, 1133, 370, 1198]
paragraph: ΚΑΛΛΙΘΕΑ: 8.30 π.μ. «Ἄρης» - «Ἀθηναϊκός». ΠΕΙΡΑΙΕΥΣ: «Ἀιγάλεω» - «Προοδευτική». ΝΙΚΑΙΑ: «Πανιώνιος» - «Ἀπόλλων». ΑΙΓΑΛΕΩ: «Κορινθός» - «Ἰωνικός». ΒΟΛΟΣ: «Ὀλυμπιακός» - «Ἐθνικὸς Ἀστέρος». ΠΕΙΡΑΙΕΥΣ: «Προοδευτική» - «Ἐθνικὸς Πειραιῶς». ΓΙΑΝΝΙΤΣΑ: «Ἀναγέννησις» - «Μακεδονικός». ΒΟΛΟΣ: «Ὀλυμπιακός» - «Νίκη».	[22, 1027, 382, 1124]
submarine-body	[22, 1420, 382, 1534]
paragraph: ΠΑΛΕΡΜΟ, 9. (Ρώυτερ).— Διαδηλώσεις καὶ ἀπεργίαι ἐξέσπασαν εἰς διαφόρους πόλεις τῆς Ἰταλίας ἐνῷ ἡ νέα κυβέρνησις ἀντιμετωπίζει σοβαρὰς δυσχερείας.	[1176, 1416, 1560, 1459]
naval-subhead-1b: ΕΠΙ ΤΟΥ ΑΡΜΑΤΑΓΩΓΟΥ «ΠΗΝΕΙΟΣ»	[670, 287, 966, 304]
papers-body	[394, 783, 659, 838]
naval-subhead-1: ΕΓΚΑΙΝΙΑΖΕΤΑΙ ΕΚΘΕΣΙΣ ΝΑΥΤΙΚΟΥ	[670, 265, 966, 281]
feature-kicker: Ἀπὸ τὸν θρίαμβον εἰς τὴν καταστροφήν	[701, 1061, 1134, 1085]
paragraph: ΠΑΡΙΣΙΟΙ, 9. (Ἡνωμ. Τύπος).— Ἡ Ὀργάνωσις Οἰκονομικῆς Συνεργασίας καὶ Ἀναπτύξεως χορήγησεν κατὰ τὸ 1967 εἰς τὰς ὑπὸ ἀνάπτυξιν χώρας βοήθειαν 11.400.000.000 δολλαρίων. Ἐκ τοῦ ποσοῦ τούτου τὸ μεγαλύτερον μέρος διετέθη ὑπὸ τῶν Ἡνωμένων Πολιτειῶν.	[22, 1201, 382, 1270]
paragraph: Ὁ ὁρισθεὶς διὰ σήμερον πρὸς τελικὸς ἀγὼν τοῦ ὁμίλου πρωταθλήματος μεταξὺ τῶν ὁμάδων τοῦ Ὀλυμπιακοῦ Πειραιῶς καὶ τῆς «Βεροίας» ἀνεβλήθη ἀπὸ τὴν ΕΠΟ ἐν ὄψει τῆς διεξαγωγῆς τῶν ἡμιτελικῶν τοῦ Κυπέλλου. Ὁ ἀγὼν θὰ διεξαχθῇ εἰς ἡμερομηνίαν ἣν θὰ ὁρίσῃ ἐν καιρῷ ἡ ὁμοσπονδία. Αἱ ὁμάδες ἐξακολουθοῦν τὰς προπονήσεις των ἐν ὄψει τῶν κρισίμων συναντήσεων τῆς Κυριακῆς.	[22, 455, 382, 552]
montreal-body	[1176, 821, 1560, 849]
burton-body	[394, 148, 659, 344]
naval-body-5	[670, 816, 966, 843]
paragraph: ΣΟΦΙΑ, 9. (Ρώυτερ).— Ὁ Τσέχος ὑπουργὸς τῶν Ἐξωτερικῶν Γίρι Χάγιεκ ἀφίχθη ἐνταῦθα διὰ συνομιλίας μὲ τὸν βούλγαρον ὁμόλογόν του Ἰβὰν Μπάσεφ. Αἱ συνομιλίαι ἀφοροῦν εἰς τὰς διμερεῖς σχέσεις τῶν δύο χωρῶν καὶ τὴν κατάστασιν εἰς τὸ σοσιαλιστικὸν στρατόπεδον.	[978, 357, 1164, 479]
hacher-body	[978, 673, 1164, 756]
paragraph: ΒΕΡΝΗ, 9. (Ρώυτερ).— Ἡ Ἐλβετικὴ ὁμοσπονδιακὴ εἰσαγγελία ἀνεκοίνωσε τὴν σύλληψιν ἀνατολικογερμανοῦ ὑπηκόου κατηγορουμένου ἐπὶ κατασκοπείᾳ.	[394, 989, 659, 1044]
prague-subhead-1: ΠΑΡΑΜΕΝΕΙ ΠΙΣΤΗ ΕΙΣ ΤΟ ΜΠΛΟΚ	[1176, 275, 1560, 292]
asylum-body	[394, 1270, 659, 1312]
prague-subhead-1c: Ἐπικρίνεται ἡ στάσις τῆς Μόσχας	[1211, 320, 1525, 339]
sports-kicker: Τὸ Κύπελλον Ἑλλάδος τερματίζεται	[22, 63, 382, 84]
paragraph: ΜΠΡΑΤΙΣΛΑΒΑ, Τσεχοσλοβακία, 9. (Ἀσ. Πρές).— Ἡ εἰκοστὴ πέμπτη μεταμόσχευσις καρδίας εἰς τὸν κόσμον ἐγένετο χθὲς ἐπὶ γυναικός. Ἡ ἀσθενὴς εὑρίσκεται εἰς ἱκανοποιητικὴν κατάστασιν.	[1176, 752, 1560, 794]
feature-body-5	[922, 1618, 1164, 1732]
paragraph: ΚΑΛΛΙΘΕΑ: 8.30 π.μ. «Ἄρης» - «Ἀθηναϊκός». ΠΕΙΡΑΙΕΥΣ: «Ἀιγάλεω» - «Προοδευτική». ΝΙΚΑΙΑ: «Πανιώνιος» - «Ἀπόλλων». ΑΙΓΑΛΕΩ: «Κορινθός» - «Ἰωνικός». ΒΟΛΟΣ: «Ὀλυμπιακός» - «Ἐθνικὸς Ἀστέρος». ΠΕΙΡΑΙΕΥΣ: «Προοδευτική» - «Ἐθνικὸς Πειραιῶς». ΓΙΑΝΝΙΤΣΑ: «Ἀναγέννησις» - «Μακεδονικός». ΒΟΛΟΣ: «Ὀλυμπιακός» - «Νίκη».	[22, 655, 382, 752]
paragraph: Τὸ θρυλουμένον ἔγινε γνωστὸν πολὺ ἀργότερα. Ὁ Φρὸμ ἐγνώριζε τὰ σχέδια τῶν συνωμοτῶν ἀλλὰ ἐτήρει στάσιν ἀναμονῆς.	[922, 1677, 1164, 1733]
naval-body-4	[670, 746, 966, 787]
feature-subhead-executions: ΣΥΝΟΠΤΙΚΕΣ ΕΚΤΕΛΕΣΕΙΣ	[922, 1740, 1164, 1760]
sudan-body	[394, 1345, 659, 1386]
feature-title: ΤΟ ΛΥΚΟΦΩΣ ΤΟΥ ΧΙΤΛΕΡ	[670, 1089, 1164, 1212]
paragraph: ΜΟΣΧΑ, 9. (Ἀσ. Πρές).— Δυτικαὶ ἐφημερίδες πωλοῦνται ἤδη εἰς ὡρισμένα περίπτερα τῆς σοβιετικῆς πρωτευούσης διὰ πρώτην φορὰν μετὰ πολλὰ ἔτη.	[394, 783, 659, 838]
heart-subhead: ΚΑΙ ΝΕΑΝ ΒΕΛΤΙΩΣΙΝ ΕΣΗΜΕΙΩΣΕΝ Η ΚΑΤΑΣΤΑΣΙΣ ΤΟΥ ΜΠΛΑΪΜΠΕΡΓΚ	[1177, 669, 1559, 700]
heatwave-kicker: ΑΜΕΙΩΤΟΣ ΣΥΝΕΧΙΖΕΤΑΙ Ο ΚΑΥΣΩΝ	[1242, 928, 1494, 944]
naval-subhead-3: ΤΑ «ΔΑΝΙΟΣΕΙΑ»	[768, 657, 868, 669]
india-headline: Ο ΠΡΟΕΔΡΟΣ ΤΗΣ ΙΝΔΙΑΣ ΧΟΥΣΕΪΝ ΜΕΤΕΒΗ ΕΙΣ ΜΟΣΧΑΝ ΚΑΙ ΣΥΝΗΝΤΗΘΗ ΜΕ ΤΟΥΣ ΠΟΝΤΓΚΟΡΝΥ ΚΑΙ ΚΟΣΥΓΚΙΝ	[693, 2221, 1142, 2252]
